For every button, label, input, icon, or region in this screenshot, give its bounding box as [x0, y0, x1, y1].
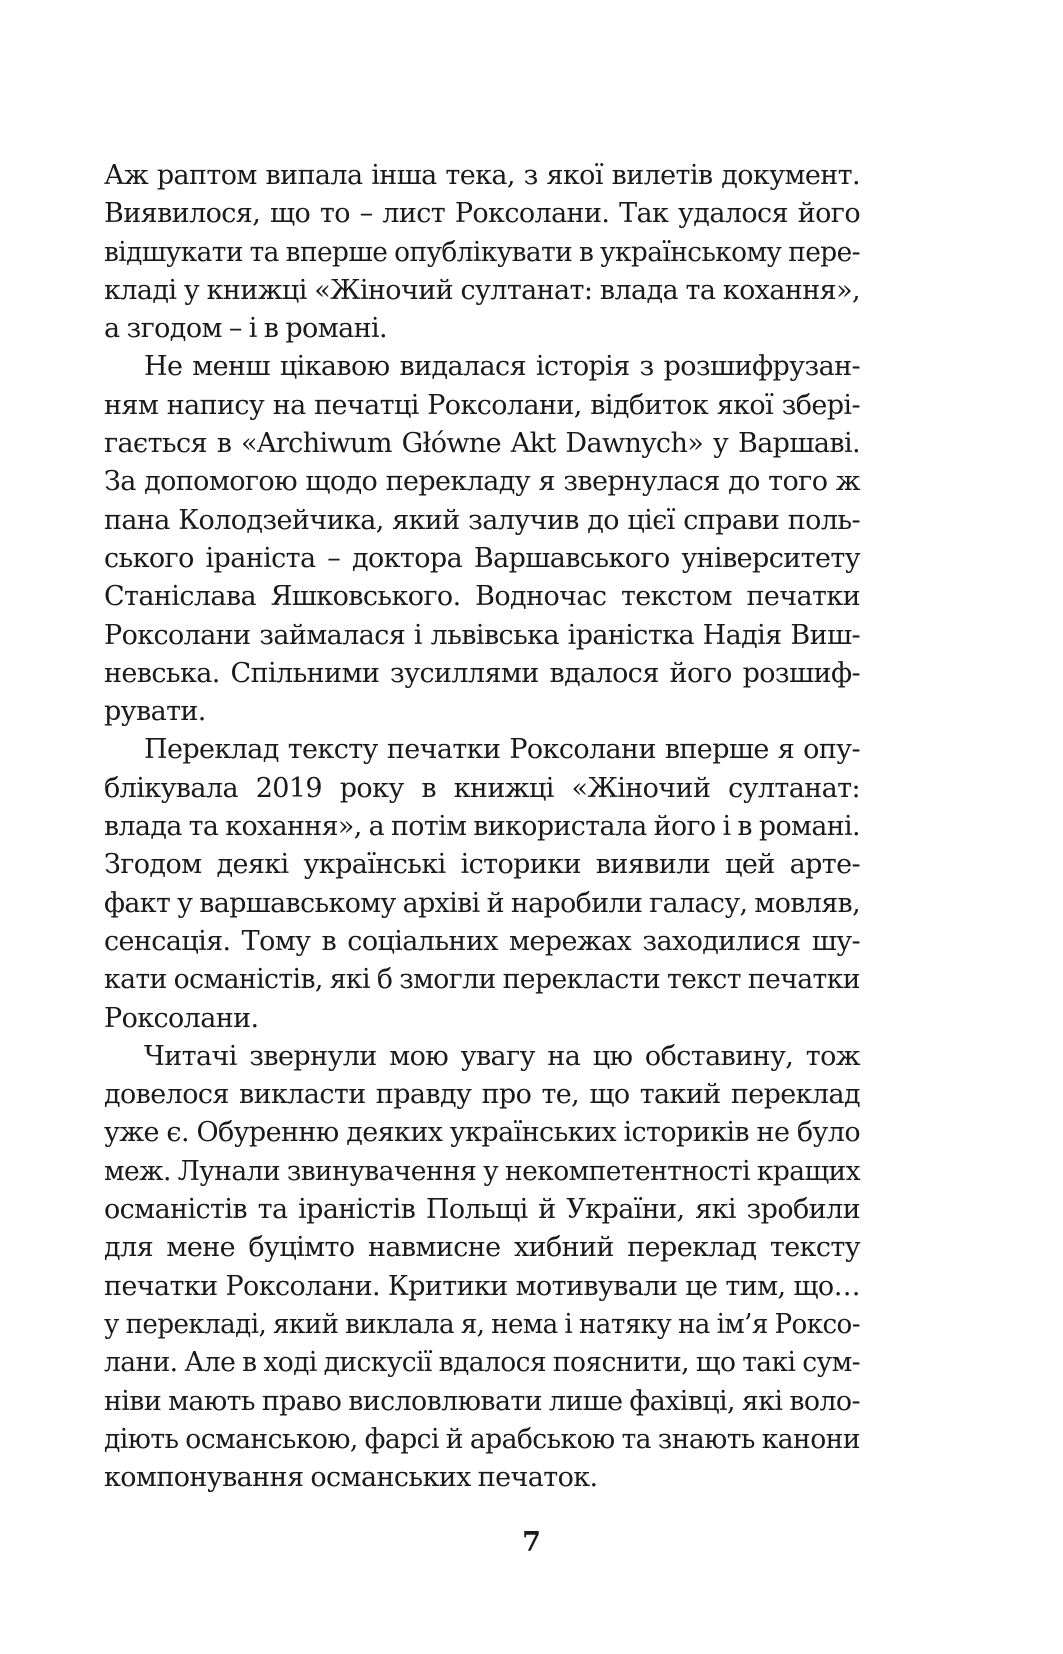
text-line: Читачі звернули мою увагу на цю обставину, тож	[144, 1040, 860, 1072]
text-line: невська. Спільними зусиллями вдалося його розшиф-	[104, 657, 860, 689]
text-line: довелося викласти правду про те, що такий переклад	[104, 1079, 860, 1111]
paragraph-2	[104, 348, 860, 731]
text-line: печатки Роксолани. Критики мотивували це тим, що…	[104, 1270, 860, 1302]
paragraph-4	[104, 1038, 860, 1498]
text-line: уже є. Обуренню деяких українських істориків не було	[104, 1117, 860, 1149]
text-line: ського іраніста – доктора Варшавського університету	[104, 542, 860, 574]
text-line: Аж раптом випала інша тека, з якої вилетів документ.	[104, 160, 860, 191]
text-line: компонування османських печаток.	[104, 1462, 598, 1494]
text-line: рувати.	[104, 696, 206, 728]
text-line: кладі у книжці «Жіночий султанат: влада та кохання»,	[104, 274, 860, 306]
text-line: Виявилося, що то – лист Роксолани. Так удалося його	[104, 198, 860, 230]
text-line: За допомогою щодо перекладу я звернулася до того ж	[104, 466, 860, 498]
paragraph-3	[104, 731, 860, 1037]
text-line: відшукати та вперше опублікувати в українському пере-	[104, 236, 860, 268]
text-line: меж. Лунали звинувачення у некомпетентності кращих	[104, 1155, 861, 1187]
text-line: влада та кохання», а потім використала його і в романі.	[104, 811, 860, 843]
text-line: для мене буцімто навмисне хибний переклад тексту	[104, 1232, 860, 1264]
text-line: лани. Але в ході дискусії вдалося пояснити, що такі сум-	[104, 1347, 861, 1379]
text-line: Станіслава Яшковського. Водночас текстом печатки	[104, 581, 860, 613]
text-line: блікувала 2019 року в книжці «Жіночий султанат:	[104, 772, 860, 804]
text-line: сенсація. Тому в соціальних мережах заходилися шу-	[104, 925, 860, 957]
text-line: Не менш цікавою видалася історія з розшифрузан-	[144, 351, 860, 383]
page-number: 7	[522, 1527, 541, 1558]
text-line: пана Колодзейчика, який залучив до цієї справи поль-	[104, 504, 860, 536]
text-line: кати османістів, які б змогли перекласти текст печатки	[104, 964, 860, 996]
text-line: Згодом деякі українські історики виявили цей арте-	[104, 849, 860, 881]
text-line: Роксолани займалася і львівська іраністка Надія Виш-	[104, 619, 860, 651]
text-line: факт у варшавському архіві й наробили галасу, мовляв,	[104, 887, 861, 919]
text-line: ніви мають право висловлювати лише фахівці, які воло-	[104, 1385, 860, 1417]
paragraph-1	[104, 157, 860, 348]
page-body	[104, 157, 860, 1497]
text-line: османістів та іраністів Польщі й України, які зробили	[104, 1194, 860, 1226]
text-line: ням напису на печатці Роксолани, відбиток якої збері-	[104, 389, 860, 421]
text-line: а згодом – і в романі.	[104, 313, 388, 345]
text-line: Роксолани.	[104, 1002, 259, 1034]
text-line: діють османською, фарсі й арабською та знають канони	[104, 1423, 860, 1455]
text-line: гається в «Archiwum Główne Akt Dawnych» у Варшаві.	[104, 428, 860, 460]
text-line: у перекладі, який виклала я, нема і натяку на ім’я Роксо-	[104, 1308, 860, 1340]
text-line: Переклад тексту печатки Роксолани вперше я опу-	[144, 734, 860, 766]
